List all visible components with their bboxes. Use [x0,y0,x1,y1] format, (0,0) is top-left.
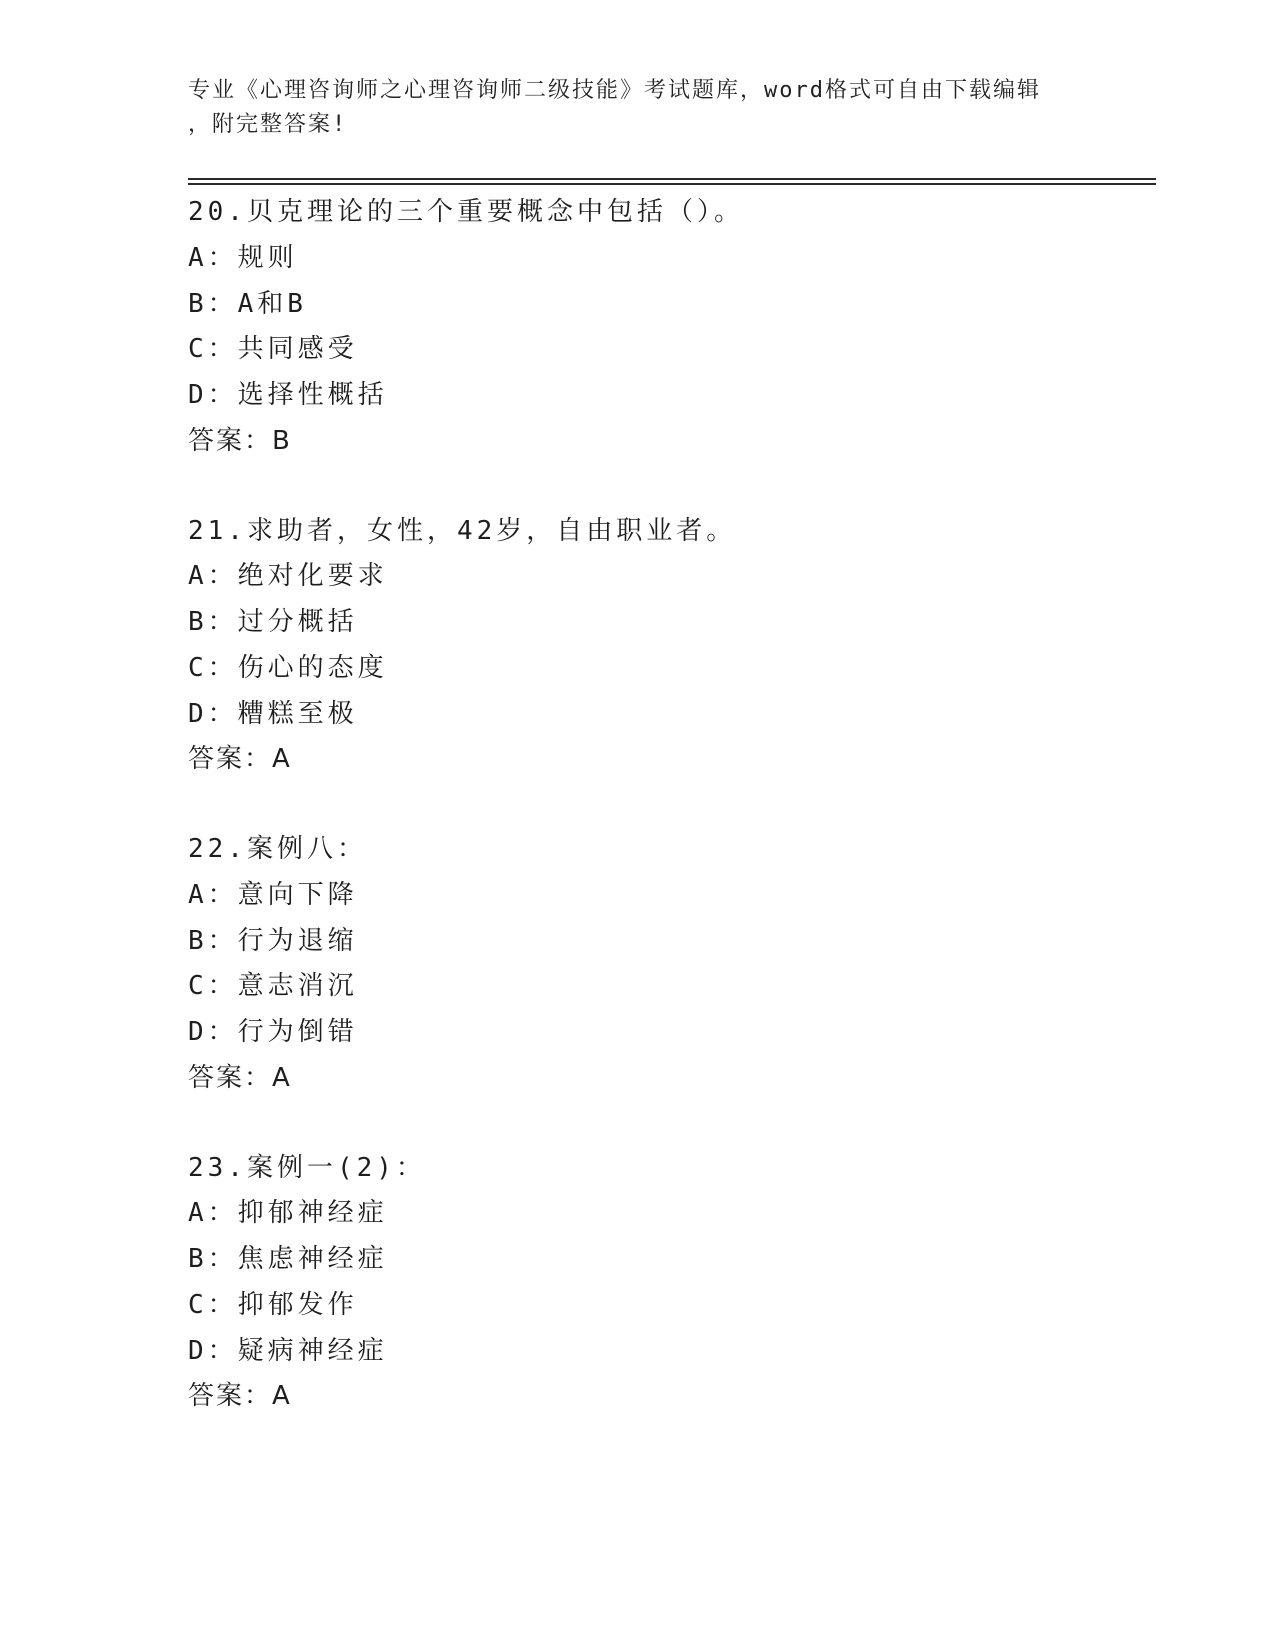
header-divider-top [188,178,1156,180]
header-title-line-2: ，附完整答案! [188,112,348,137]
option-c: C：意志消沉 [188,971,358,1002]
question-stem: 21.求助者，女性，42岁，自由职业者。 [188,515,737,546]
answer-line: 答案：B [188,425,292,456]
option-d: D：行为倒错 [188,1017,358,1047]
question-21 [188,509,1148,784]
question-list [188,190,1148,1464]
option-c: C：伤心的态度 [188,652,388,683]
option-c: C：共同感受 [188,334,358,365]
question-20 [188,190,1148,465]
option-d: D：选择性概括 [188,380,388,410]
option-b: B：焦虑神经症 [188,1244,388,1274]
option-a: A：意向下降 [188,879,358,910]
option-b: B：过分概括 [188,607,358,637]
document-header [188,74,1088,142]
question-stem: 20.贝克理论的三个重要概念中包括（）。 [188,197,744,227]
answer-line: 答案：A [188,744,292,775]
header-title-line-1: 专业《心理咨询师之心理咨询师二级技能》考试题库，word格式可自由下载编辑 [188,78,1041,103]
option-d: D：疑病神经症 [188,1335,388,1366]
option-a: A：规则 [188,242,298,273]
question-22 [188,827,1148,1102]
option-a: A：抑郁神经症 [188,1198,388,1229]
option-a: A：绝对化要求 [188,561,388,592]
option-d: D：糟糕至极 [188,698,358,729]
question-stem: 22.案例八： [188,834,367,864]
option-b: B：A和B [188,288,307,319]
question-23 [188,1146,1148,1421]
question-stem: 23.案例一(2)： [188,1152,426,1183]
header-divider-bottom [188,183,1156,185]
option-b: B：行为退缩 [188,925,358,956]
option-c: C：抑郁发作 [188,1289,358,1320]
answer-line: 答案：A [188,1381,292,1412]
answer-line: 答案：A [188,1062,292,1093]
